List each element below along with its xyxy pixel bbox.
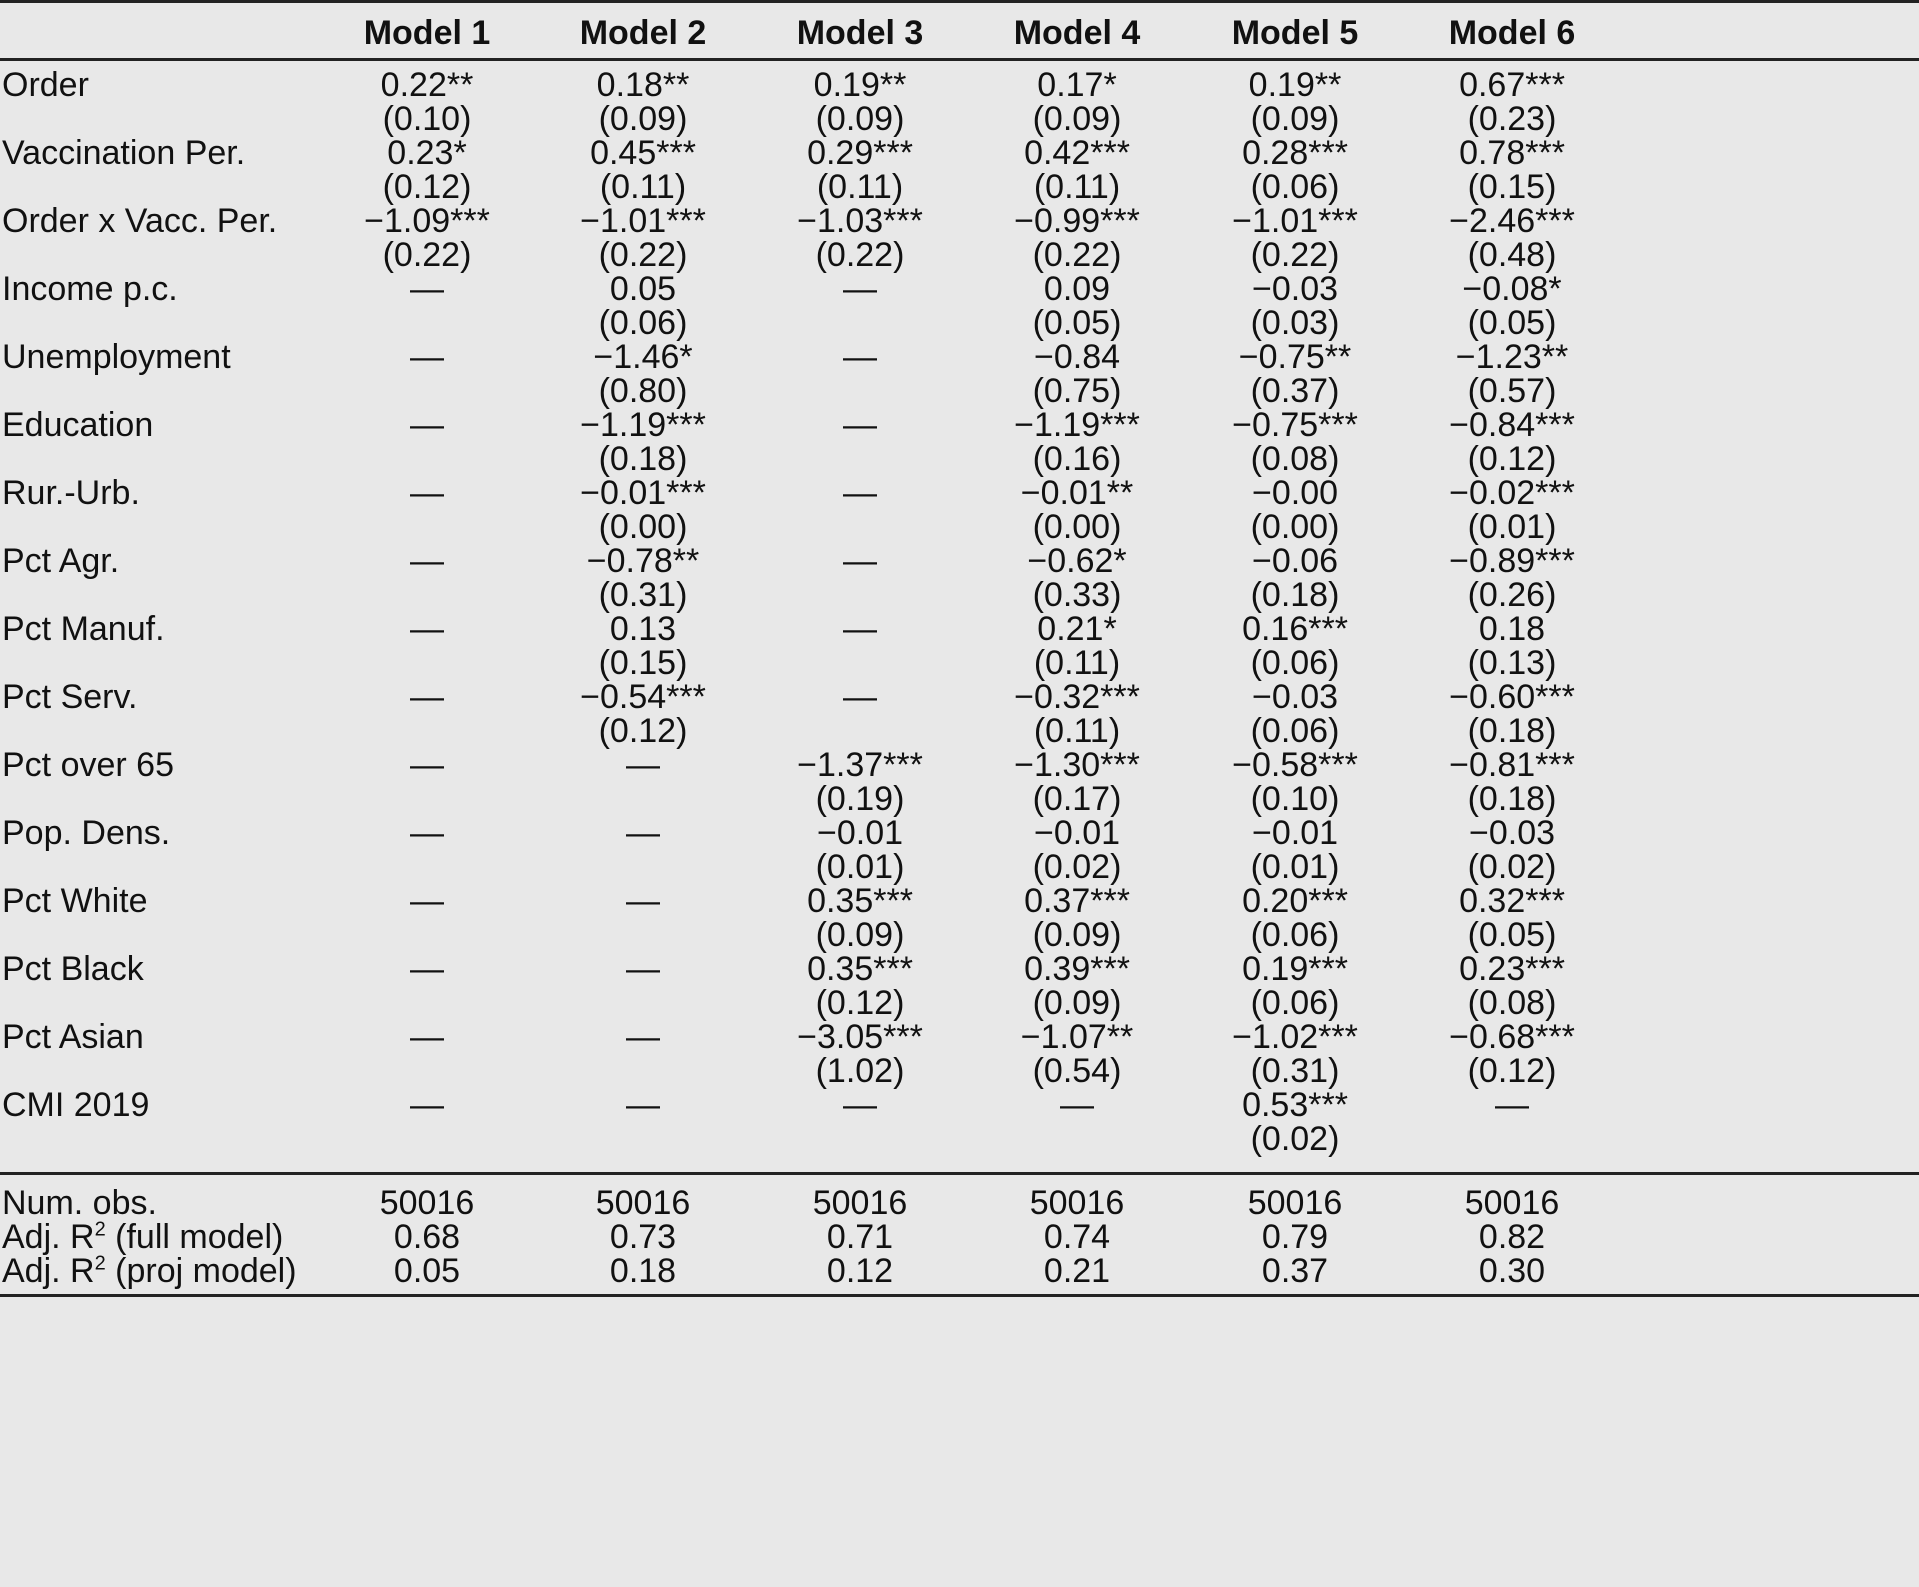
se-cell: (0.57): [1467, 372, 1557, 410]
se-cell: (1.02): [815, 1052, 905, 1090]
se-cell: (0.01): [1250, 848, 1340, 886]
se-cell: (0.19): [815, 780, 905, 818]
se-cell: (0.09): [1032, 916, 1122, 954]
coef-cell: −0.75**: [1238, 338, 1352, 376]
coef-cell: —: [843, 1086, 877, 1124]
coef-cell: −1.01***: [580, 202, 706, 240]
stat-row: [0, 1250, 1919, 1292]
se-cell: (0.00): [598, 508, 688, 546]
coef-cell: −0.60***: [1449, 678, 1575, 716]
se-cell: (0.10): [382, 100, 472, 138]
coef-cell: −1.23**: [1455, 338, 1569, 376]
se-cell: (0.12): [598, 712, 688, 750]
stat-cell: 0.82: [1478, 1218, 1546, 1256]
coef-cell: −0.54***: [580, 678, 706, 716]
se-cell: (0.02): [1467, 848, 1557, 886]
se-cell: (0.06): [1250, 916, 1340, 954]
se-cell: (0.11): [1033, 168, 1121, 206]
se-cell: (0.06): [1250, 168, 1340, 206]
model-header: Model 2: [579, 14, 707, 52]
se-cell: (0.01): [1467, 508, 1557, 546]
coef-cell: 0.20***: [1242, 882, 1348, 920]
coef-cell: 0.42***: [1024, 134, 1130, 172]
stat-cell: 50016: [379, 1184, 475, 1222]
se-cell: (0.09): [815, 916, 905, 954]
se-cell: (0.54): [1032, 1052, 1122, 1090]
coef-cell: −0.58***: [1232, 746, 1358, 784]
row-label: Pct Serv.: [2, 678, 138, 716]
se-cell: (0.01): [815, 848, 905, 886]
header-rule: [0, 58, 1919, 61]
coef-cell: —: [843, 338, 877, 376]
se-cell: (0.16): [1032, 440, 1122, 478]
se-cell: (0.12): [382, 168, 472, 206]
stat-label-suffix: (proj model): [105, 1252, 297, 1290]
coef-cell: −0.68***: [1449, 1018, 1575, 1056]
coef-cell: 0.35***: [807, 950, 913, 988]
se-cell: (0.18): [598, 440, 688, 478]
stat-cell: 0.18: [609, 1252, 677, 1290]
se-cell: (0.13): [1467, 644, 1557, 682]
row-label: Vaccination Per.: [2, 134, 246, 172]
row-label: Pct Manuf.: [2, 610, 165, 648]
coef-cell: 0.23*: [387, 134, 467, 172]
stat-cell: 50016: [1029, 1184, 1125, 1222]
stat-label-text: Adj. R: [2, 1252, 95, 1290]
se-cell: (0.05): [1032, 304, 1122, 342]
se-cell: (0.09): [1032, 984, 1122, 1022]
stat-label-suffix: (full model): [105, 1218, 284, 1256]
row-label: Pct Black: [2, 950, 144, 988]
coef-cell: —: [410, 542, 444, 580]
row-label: Rur.-Urb.: [2, 474, 140, 512]
coef-cell: —: [626, 1018, 660, 1056]
se-cell: (0.80): [598, 372, 688, 410]
coef-cell: −0.01: [1033, 814, 1121, 852]
coef-cell: —: [1060, 1086, 1094, 1124]
stat-cell: 0.79: [1261, 1218, 1329, 1256]
coef-cell: 0.05: [609, 270, 677, 308]
se-cell: (0.00): [1032, 508, 1122, 546]
se-cell: (0.06): [1250, 712, 1340, 750]
coef-cell: −0.75***: [1232, 406, 1358, 444]
coef-cell: 0.19**: [813, 66, 907, 104]
stat-cell: 0.68: [393, 1218, 461, 1256]
coef-cell: —: [410, 406, 444, 444]
se-cell: (0.05): [1467, 304, 1557, 342]
row-label: Unemployment: [2, 338, 231, 376]
row-label: Pop. Dens.: [2, 814, 171, 852]
coef-cell: 0.18: [1478, 610, 1546, 648]
coef-cell: 0.09: [1043, 270, 1111, 308]
stat-cell: 50016: [595, 1184, 691, 1222]
coef-cell: 0.16***: [1242, 610, 1348, 648]
row-label: Order x Vacc. Per.: [2, 202, 278, 240]
coef-cell: —: [626, 950, 660, 988]
coef-cell: 0.29***: [807, 134, 913, 172]
row-label: Education: [2, 406, 154, 444]
stat-label: [2, 1250, 297, 1292]
coef-cell: —: [410, 338, 444, 376]
coef-cell: 0.23***: [1459, 950, 1565, 988]
coef-cell: −0.32***: [1014, 678, 1140, 716]
coef-cell: −0.62*: [1027, 542, 1127, 580]
coef-cell: −0.02***: [1449, 474, 1575, 512]
se-cell: (0.09): [1250, 100, 1340, 138]
coef-cell: −1.07**: [1020, 1018, 1134, 1056]
coef-cell: −0.78**: [586, 542, 700, 580]
coef-cell: —: [626, 1086, 660, 1124]
coef-cell: 0.13: [609, 610, 677, 648]
coef-cell: −0.01**: [1020, 474, 1134, 512]
coef-cell: —: [843, 542, 877, 580]
coef-cell: —: [843, 474, 877, 512]
coef-cell: 0.18**: [596, 66, 690, 104]
coef-cell: 0.39***: [1024, 950, 1130, 988]
se-cell: (0.48): [1467, 236, 1557, 274]
header-row: [0, 12, 1919, 54]
stat-label-superscript: 2: [94, 1252, 106, 1275]
se-cell: (0.23): [1467, 100, 1557, 138]
coef-cell: −0.99***: [1014, 202, 1140, 240]
se-cell: (0.08): [1250, 440, 1340, 478]
coef-cell: —: [843, 270, 877, 308]
coef-cell: —: [626, 814, 660, 852]
coef-cell: −3.05***: [797, 1018, 923, 1056]
se-cell: (0.31): [598, 576, 688, 614]
se-cell: (0.11): [599, 168, 687, 206]
coef-cell: —: [410, 746, 444, 784]
row-label: Pct White: [2, 882, 148, 920]
se-cell: (0.17): [1032, 780, 1122, 818]
coef-cell: −0.84***: [1449, 406, 1575, 444]
coef-cell: −0.89***: [1449, 542, 1575, 580]
coef-cell: —: [626, 882, 660, 920]
coef-cell: −0.03: [1251, 270, 1339, 308]
se-cell: (0.09): [598, 100, 688, 138]
coef-cell: −0.06: [1251, 542, 1339, 580]
se-cell: (0.02): [1032, 848, 1122, 886]
bottom-rule: [0, 1294, 1919, 1297]
se-cell: (0.06): [1250, 644, 1340, 682]
coef-cell: −1.09***: [364, 202, 490, 240]
stat-cell: 0.74: [1043, 1218, 1111, 1256]
se-cell: (0.11): [1033, 644, 1121, 682]
row-label: Pct Agr.: [2, 542, 120, 580]
stat-cell: 0.73: [609, 1218, 677, 1256]
coef-cell: 0.19**: [1248, 66, 1342, 104]
se-cell: (0.18): [1467, 780, 1557, 818]
se-cell: (0.11): [816, 168, 904, 206]
coef-cell: −0.08*: [1462, 270, 1562, 308]
coef-cell: —: [410, 1086, 444, 1124]
coef-cell: −1.03***: [797, 202, 923, 240]
coef-cell: 0.21*: [1037, 610, 1117, 648]
coef-cell: −0.81***: [1449, 746, 1575, 784]
stat-cell: 0.30: [1478, 1252, 1546, 1290]
top-rule: [0, 0, 1919, 3]
coef-cell: —: [410, 474, 444, 512]
se-cell: (0.26): [1467, 576, 1557, 614]
stat-cell: 50016: [1247, 1184, 1343, 1222]
se-cell: (0.10): [1250, 780, 1340, 818]
se-cell: (0.03): [1250, 304, 1340, 342]
stat-cell: 50016: [1464, 1184, 1560, 1222]
se-cell: (0.00): [1250, 508, 1340, 546]
coef-cell: 0.28***: [1242, 134, 1348, 172]
se-cell: (0.02): [1250, 1120, 1340, 1158]
coef-cell: —: [843, 678, 877, 716]
stat-cell: 0.37: [1261, 1252, 1329, 1290]
coef-cell: 0.53***: [1242, 1086, 1348, 1124]
coef-cell: 0.45***: [590, 134, 696, 172]
coef-cell: 0.78***: [1459, 134, 1565, 172]
se-row: [0, 1118, 1919, 1160]
coef-cell: —: [410, 678, 444, 716]
coef-cell: —: [410, 882, 444, 920]
se-cell: (0.15): [598, 644, 688, 682]
coef-cell: −0.00: [1251, 474, 1339, 512]
se-cell: (0.22): [598, 236, 688, 274]
row-label: CMI 2019: [2, 1086, 150, 1124]
coef-cell: 0.67***: [1459, 66, 1565, 104]
coef-cell: −0.01: [1251, 814, 1339, 852]
se-cell: (0.05): [1467, 916, 1557, 954]
se-cell: (0.75): [1032, 372, 1122, 410]
coef-cell: 0.22**: [380, 66, 474, 104]
se-cell: (0.11): [1033, 712, 1121, 750]
model-header: Model 4: [1013, 14, 1141, 52]
coef-cell: −0.84: [1033, 338, 1121, 376]
se-cell: (0.06): [598, 304, 688, 342]
coef-cell: −0.03: [1468, 814, 1556, 852]
model-header: Model 1: [363, 14, 491, 52]
coef-cell: —: [410, 610, 444, 648]
row-label: Pct over 65: [2, 746, 174, 784]
coef-cell: 0.37***: [1024, 882, 1130, 920]
se-cell: (0.08): [1467, 984, 1557, 1022]
se-cell: (0.09): [1032, 100, 1122, 138]
se-cell: (0.12): [1467, 1052, 1557, 1090]
se-cell: (0.15): [1467, 168, 1557, 206]
coef-cell: −1.01***: [1232, 202, 1358, 240]
coef-cell: −0.03: [1251, 678, 1339, 716]
coef-cell: −2.46***: [1449, 202, 1575, 240]
coef-cell: −0.01: [816, 814, 904, 852]
coef-cell: −1.19***: [580, 406, 706, 444]
coef-cell: 0.19***: [1242, 950, 1348, 988]
coef-cell: —: [626, 746, 660, 784]
coef-cell: 0.35***: [807, 882, 913, 920]
row-label: Order: [2, 66, 89, 104]
se-cell: (0.22): [815, 236, 905, 274]
se-cell: (0.22): [1250, 236, 1340, 274]
stats-rule: [0, 1172, 1919, 1175]
se-cell: (0.22): [382, 236, 472, 274]
se-cell: (0.33): [1032, 576, 1122, 614]
coef-cell: —: [410, 1018, 444, 1056]
se-cell: (0.37): [1250, 372, 1340, 410]
coef-cell: 0.32***: [1459, 882, 1565, 920]
coef-cell: −0.01***: [580, 474, 706, 512]
stat-cell: 0.05: [393, 1252, 461, 1290]
row-label: Pct Asian: [2, 1018, 144, 1056]
se-cell: (0.31): [1250, 1052, 1340, 1090]
stat-label-text: Adj. R: [2, 1218, 95, 1256]
se-cell: (0.22): [1032, 236, 1122, 274]
coef-cell: —: [410, 814, 444, 852]
coef-cell: −1.02***: [1232, 1018, 1358, 1056]
se-cell: (0.12): [1467, 440, 1557, 478]
se-cell: (0.12): [815, 984, 905, 1022]
se-cell: (0.18): [1467, 712, 1557, 750]
se-cell: (0.09): [815, 100, 905, 138]
stat-label-superscript: 2: [94, 1218, 106, 1241]
stat-cell: 0.71: [826, 1218, 894, 1256]
stat-label-text: Num. obs.: [2, 1184, 157, 1222]
model-header: Model 3: [796, 14, 924, 52]
coef-cell: —: [843, 406, 877, 444]
coef-cell: −1.37***: [797, 746, 923, 784]
stat-cell: 0.21: [1043, 1252, 1111, 1290]
coef-cell: —: [843, 610, 877, 648]
se-cell: (0.06): [1250, 984, 1340, 1022]
coef-cell: −1.19***: [1014, 406, 1140, 444]
coef-cell: —: [410, 270, 444, 308]
coef-cell: −1.30***: [1014, 746, 1140, 784]
coef-cell: —: [1495, 1086, 1529, 1124]
stat-cell: 50016: [812, 1184, 908, 1222]
row-label: Income p.c.: [2, 270, 178, 308]
model-header: Model 6: [1448, 14, 1576, 52]
stat-cell: 0.12: [826, 1252, 894, 1290]
coef-cell: 0.17*: [1037, 66, 1117, 104]
coef-cell: −1.46*: [593, 338, 693, 376]
coef-cell: —: [410, 950, 444, 988]
model-header: Model 5: [1231, 14, 1359, 52]
se-cell: (0.18): [1250, 576, 1340, 614]
